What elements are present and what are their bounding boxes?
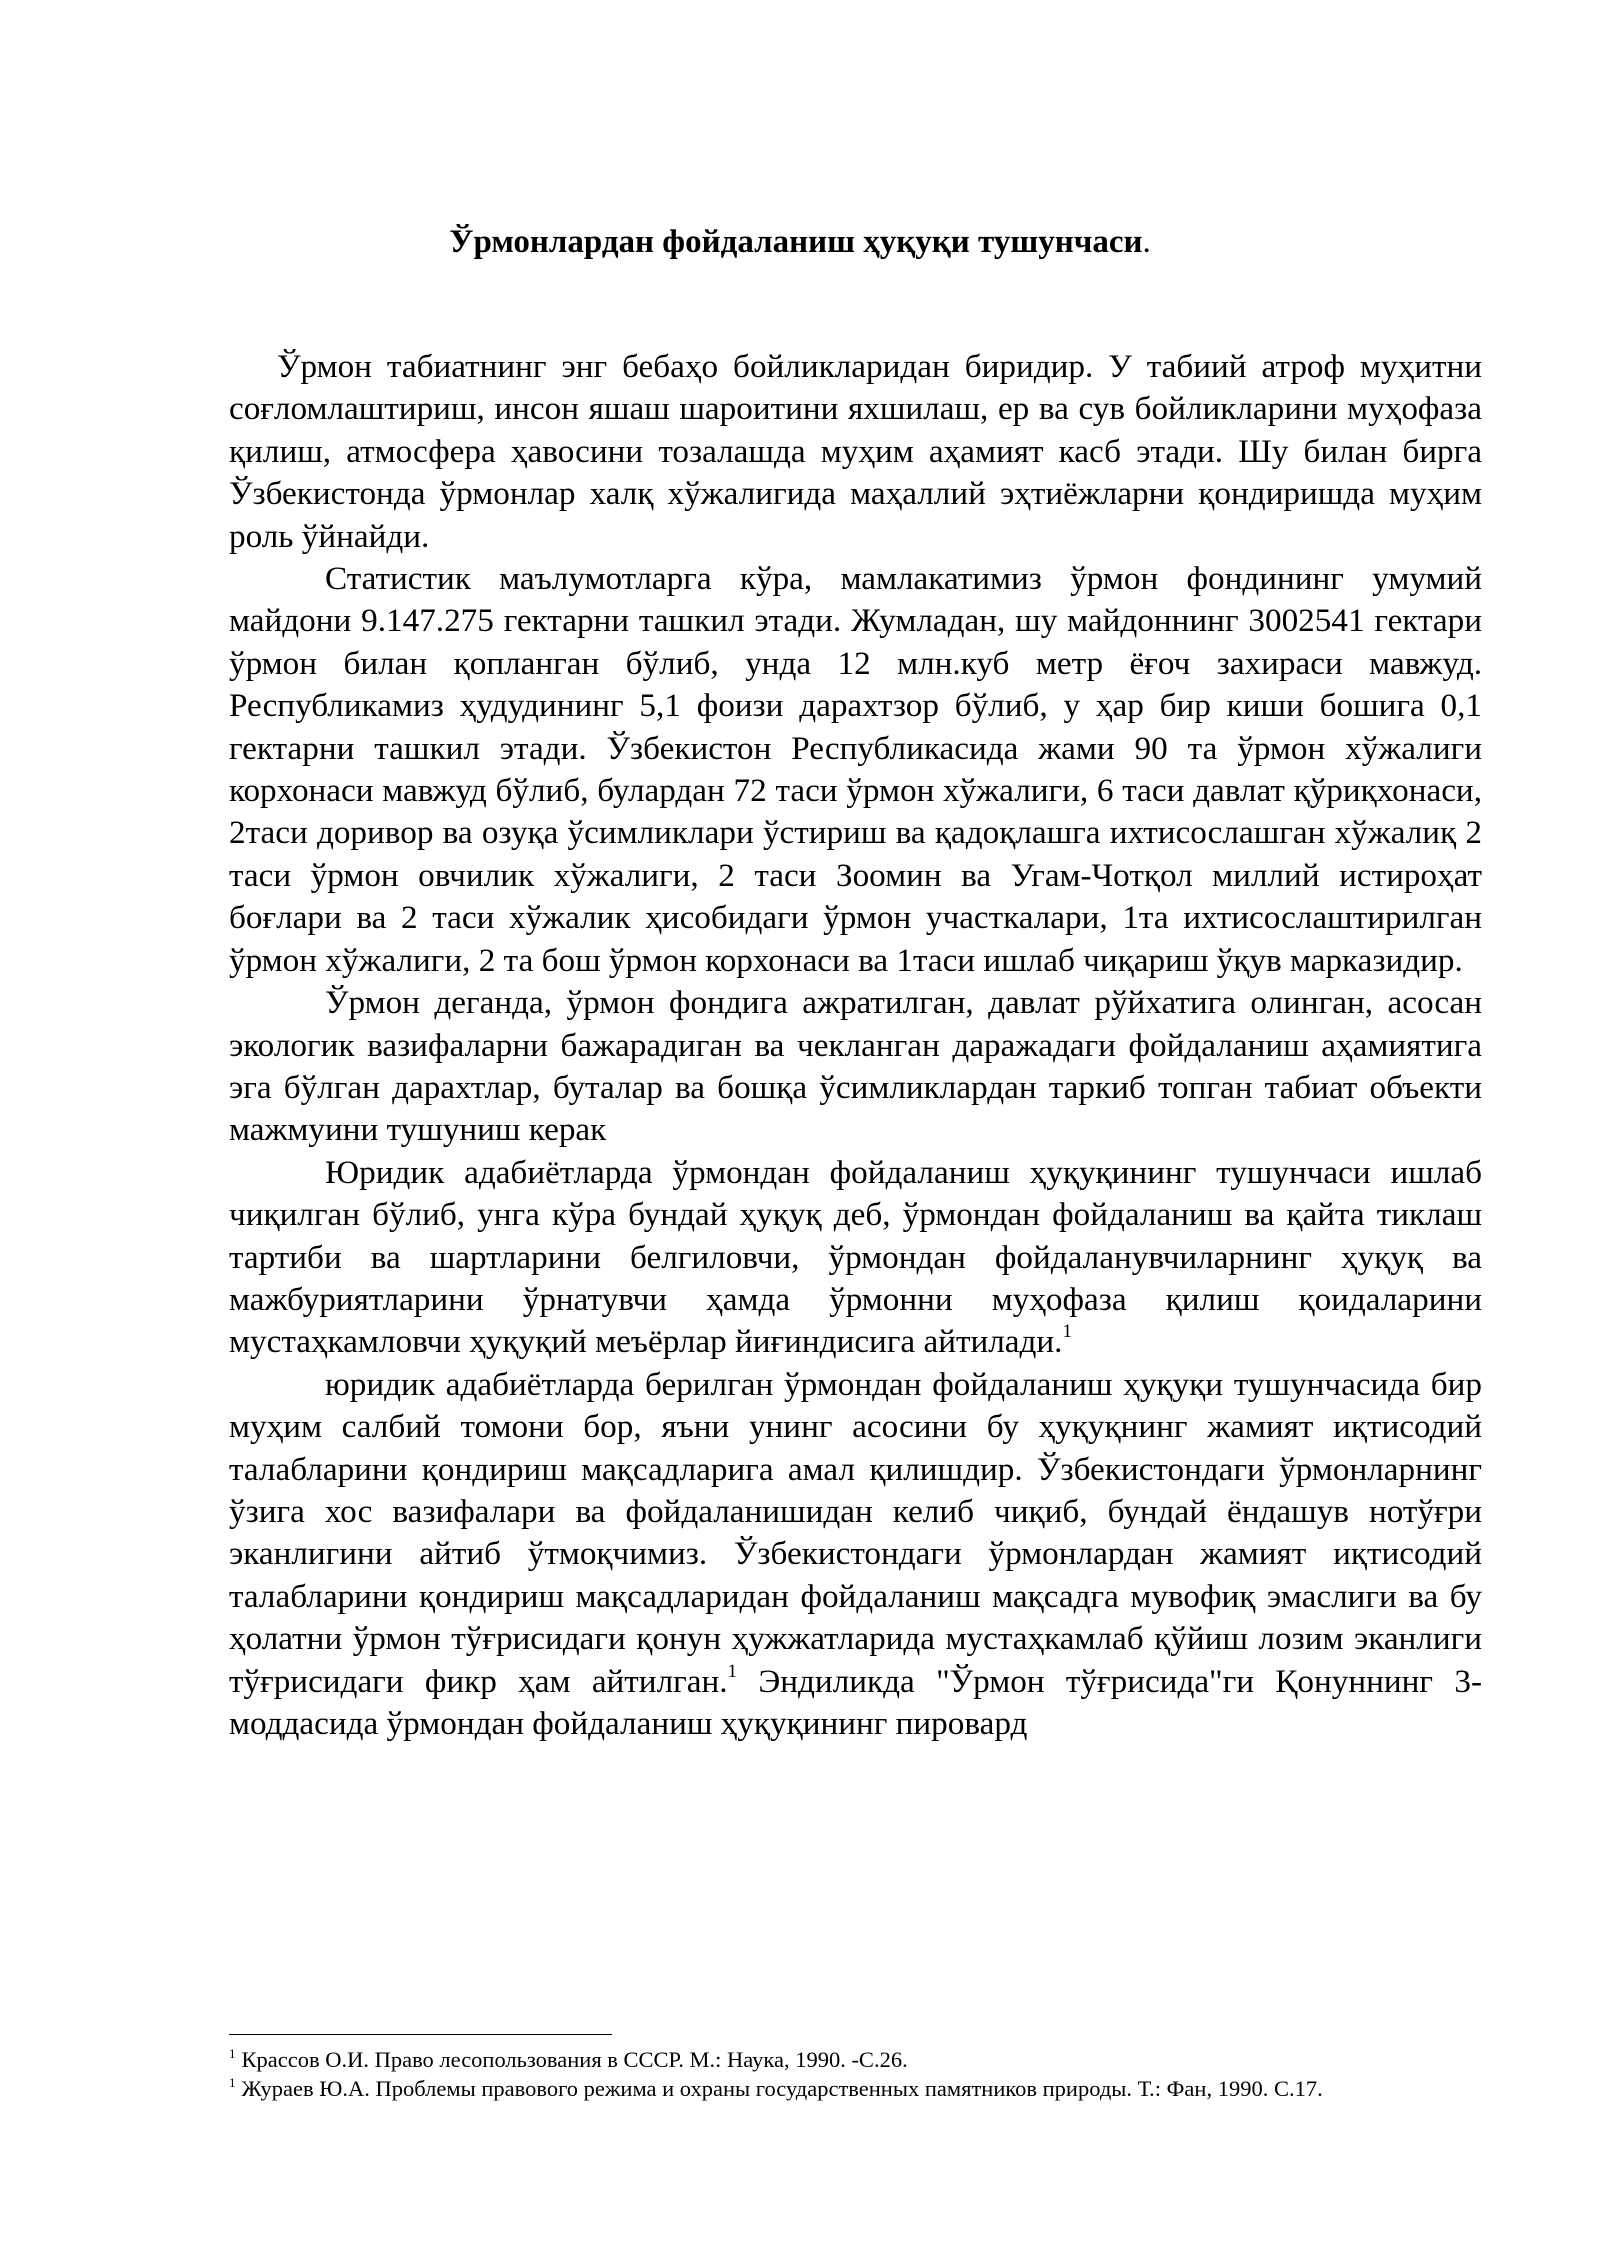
footnote-1-text: Крассов О.И. Право лесопользования в СССР. М.: Наука, 1990. -С.26. xyxy=(241,2047,908,2072)
footnote-ref-2: 1 xyxy=(727,1660,738,1682)
paragraph-5-continuation: Эндиликда "Ўрмон тўғрисида"ги Қонуннинг 3-моддасида ўрмондан фойдаланиш ҳуқуқининг пировард xyxy=(229,1662,1483,1742)
footnote-2-mark: 1 xyxy=(229,2074,236,2090)
paragraph-2: Статистик маълумотларга кўра, мамлакатимиз ўрмон фондининг умумий майдони 9.147.275 гектарни ташкил этади. Жумладан, шу майдоннинг 3002541 гектари ўрмон билан қопланган бўлиб, унда 12 млн.куб метр ёғоч захираси мавжуд. Республикамиз ҳудудининг 5,1 фоизи дарахтзор бўлиб, у ҳар бир киши бошига 0,1 гектарни ташкил этади. Ўзбекистон Республикасида жами 90 та ўрмон хўжалиги корхонаси мавжуд бўлиб, булардан 72 таси ўрмон хўжалиги, 6 таси давлат қўриқхонаси, 2таси доривор ва озуқа ўсимликлари ўстириш ва қадоқлашга ихтисослашган хўжалиқ 2 таси ўрмон овчилик хўжалиги, 2 таси Зоомин ва Угам-Чотқол миллий истироҳат боғлари ва 2 таси хўжалик ҳисобидаги ўрмон участкалари, 1та ихтисослаштирилган ўрмон хўжалиги, 2 та бош ўрмон корхонаси ва 1таси ишлаб чиқариш ўқув марказидир. xyxy=(229,560,1482,979)
footnote-2-text: Жураев Ю.А. Проблемы правового режима и охраны государственных памятников природы. Т.: Фан, 1990. С.17. xyxy=(241,2075,1323,2101)
paragraph-5-text: юридик адабиётларда берилган ўрмондан фойдаланиш ҳуқуқи тушунчасида бир муҳим салбий томони бор, яъни унинг асосини бу ҳуқуқнинг жамият иқтисодий талабларини қондириш мақсадларига амал қилишдир. Ўзбекистондаги ўрмонларнинг ўзига хос вазифалари ва фойдаланишидан келиб чиқиб, бундай ёндашув нотўғри эканлигини айтиб ўтмоқчимиз. Ўзбекистондаги ўрмонлардан жамият иқтисодий талабларини қондириш мақсадларидан фойдаланиш мақсадга мувофиқ эмаслиги ва бу ҳолатни ўрмон тўғрисидаги қонун ҳужжатларида мустаҳкамлаб қўйиш лозим эканлиги тўғрисидаги фикр ҳам айтилган. xyxy=(229,1365,1482,1700)
page-title xyxy=(0,222,1600,262)
paragraph-3: Ўрмон деганда, ўрмон фондига ажратилган, давлат рўйхатига олинган, асосан экологик вазифаларни бажарадиган ва чекланган даражадаги фойдаланиш аҳамиятига эга бўлган дарахтлар, буталар ва бошқа ўсимликлардан таркиб топган табиат объекти мажмуини тушуниш керак xyxy=(229,984,1482,1149)
footnote-1-mark: 1 xyxy=(229,2046,236,2061)
body-text xyxy=(229,346,1482,1745)
paragraph-5 xyxy=(229,1364,1482,1746)
footnotes xyxy=(229,2046,1482,2103)
title-text: Ўрмонлардан фойдаланиш ҳуқуқи тушунчаси xyxy=(449,224,1143,260)
footnote-separator xyxy=(229,2034,612,2035)
paragraph-1: Ўрмон табиатнинг энг бебаҳо бойликларидан биридир. У табиий атроф муҳитни соғломлаштириш, инсон яшаш шароитини яхшилаш, ер ва сув бойликларини муҳофаза қилиш, атмосфера ҳавосини тозалашда муҳим аҳамият касб этади. Шу билан бирга Ўзбекистонда ўрмонлар халқ хўжалигида маҳаллий эҳтиёжларни қондиришда муҳим роль ўйнайди. xyxy=(229,348,1482,555)
footnote-ref-1: 1 xyxy=(1062,1321,1072,1343)
footnote-2 xyxy=(229,2075,1482,2104)
footnote-1 xyxy=(229,2046,1482,2075)
paragraph-4 xyxy=(229,1152,1482,1364)
paragraph-4-text: Юридик адабиётларда ўрмондан фойдаланиш ҳуқуқининг тушунчаси ишлаб чиқилган бўлиб, унга кўра бундай ҳуқуқ деб, ўрмондан фойдаланиш ва қайта тиклаш тартиби ва шартларини белгиловчи, ўрмондан фойдаланувчиларнинг ҳуқуқ ва мажбуриятларини ўрнатувчи ҳамда ўрмонни муҳофаза қилиш қоидаларини мустаҳкамловчи ҳуқуқий меъёрлар йиғиндисига айтилади. xyxy=(229,1153,1482,1361)
title-period: . xyxy=(1142,224,1151,260)
